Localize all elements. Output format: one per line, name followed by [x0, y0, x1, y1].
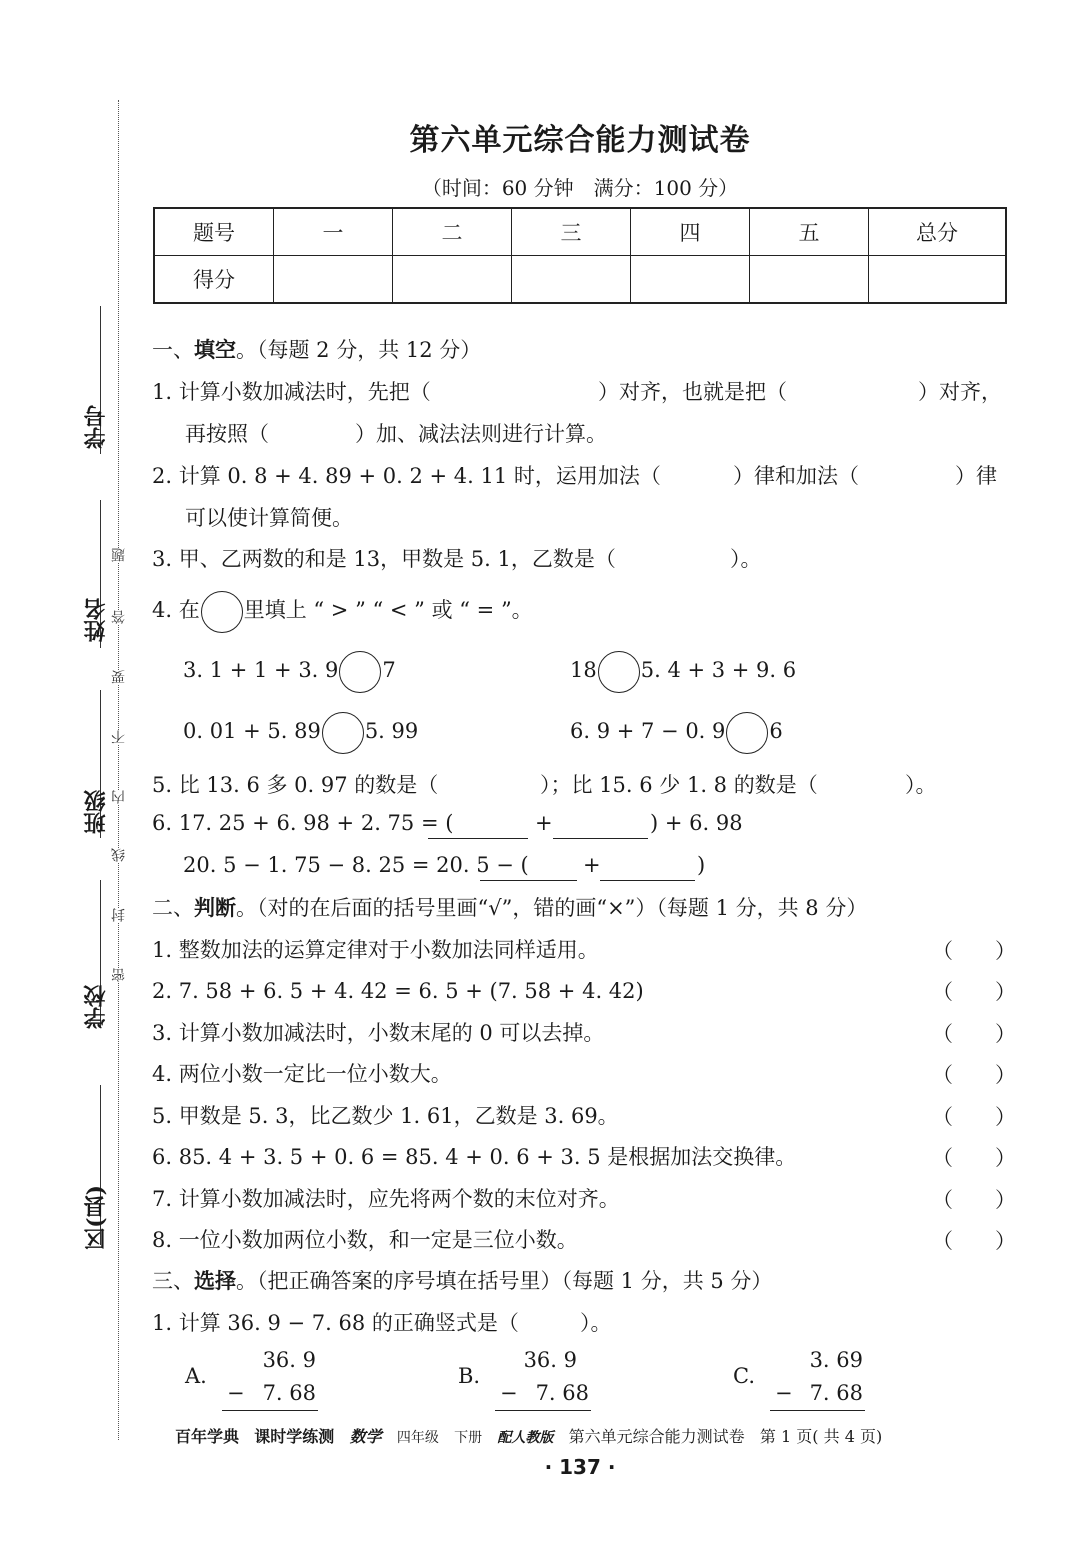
expr: 5. 99	[364, 719, 419, 743]
q1-5-part1: 5. 比 13. 6 多 0. 97 的数是（	[152, 773, 439, 797]
q1-6-plus2: +	[583, 853, 601, 877]
q1-2-part3: ）律	[955, 464, 997, 488]
score-cell[interactable]	[274, 256, 393, 304]
blank-input[interactable]	[600, 862, 695, 881]
answer-paren[interactable]: （ ）	[932, 1188, 1016, 1212]
option-a-rule	[222, 1410, 318, 1411]
exam-info: （时间：60 分钟 满分：100 分）	[421, 176, 739, 200]
q1-1-part5: ）加、减法法则进行计算。	[355, 422, 607, 446]
q1-6-part3: 20. 5 − 1. 75 − 8. 25 = 20. 5 − (	[183, 853, 529, 877]
q1-6-part2: ) + 6. 98	[650, 811, 743, 835]
side-label-name: 姓名	[83, 598, 109, 642]
section-desc: 。（每题 2 分，共 12 分）	[236, 338, 482, 362]
score-cell[interactable]	[869, 256, 1007, 304]
q3-1-part2: ）。	[580, 1311, 612, 1335]
q1-1-part3: ）对齐，	[918, 380, 1002, 404]
q1-4-item4	[570, 709, 783, 754]
score-table-score-row	[154, 256, 1006, 304]
section-desc: 。（对的在后面的括号里画“√”，错的画“×”）（每题 1 分，共 8 分）	[236, 896, 868, 920]
q1-4-item3	[183, 709, 418, 754]
seal-char: 封	[111, 908, 127, 922]
page-title: 第六单元综合能力测试卷	[409, 123, 751, 158]
footer-subject: 数学	[349, 1427, 382, 1446]
option-c-label[interactable]: C.	[733, 1364, 755, 1388]
q1-1-line1	[152, 376, 431, 406]
score-header-cell: 三	[512, 208, 631, 256]
option-b-label[interactable]: B.	[458, 1364, 481, 1388]
side-label-student-id: 学号	[83, 405, 109, 449]
expr: 3. 1 + 1 + 3. 9	[183, 658, 339, 682]
judge-item: 2. 7. 58 + 6. 5 + 4. 42 = 6. 5 + (7. 58 + 4. 42)	[152, 979, 644, 1003]
expr: 5. 4 + 3 + 9. 6	[640, 658, 797, 682]
expr: 0. 01 + 5. 89	[183, 719, 321, 743]
score-header-cell: 一	[274, 208, 393, 256]
judge-item: 3. 计算小数加减法时，小数末尾的 0 可以去掉。	[152, 1021, 605, 1045]
q1-6-part1: 6. 17. 25 + 6. 98 + 2. 75 = (	[152, 811, 454, 835]
score-header-cell: 总分	[869, 208, 1007, 256]
option-c-minus: −	[775, 1381, 793, 1405]
option-b-bottom: 7. 68	[535, 1381, 589, 1405]
section-num: 一、	[152, 338, 194, 362]
seal-char: 线	[111, 848, 127, 862]
q1-3-part1: 3. 甲、乙两数的和是 13，甲数是 5. 1，乙数是（	[152, 547, 616, 571]
score-header-cell: 题号	[154, 208, 274, 256]
page-number: · 137 ·	[544, 1455, 616, 1479]
option-a-bottom: 7. 68	[262, 1381, 316, 1405]
option-c-top: 3. 69	[809, 1348, 863, 1372]
judge-item: 7. 计算小数加减法时，应先将两个数的末位对齐。	[152, 1187, 620, 1211]
q1-4-item2	[570, 648, 796, 693]
expr: 18	[570, 658, 597, 682]
option-b-top: 36. 9	[523, 1348, 577, 1372]
option-c-rule	[770, 1410, 865, 1411]
compare-circle-input[interactable]	[339, 651, 381, 693]
footer-page: 第 1 页( 共 4 页)	[759, 1427, 883, 1446]
score-table-header-row	[154, 208, 1006, 256]
q1-1-part4: 再按照（	[185, 422, 269, 446]
blank-input[interactable]	[428, 820, 528, 839]
q-text: 1. 计算小数加减法时，先把（	[152, 380, 431, 404]
q-text: 里填上 “ > ” “ < ” 或 “ = ”。	[243, 598, 533, 622]
q3-1-part1: 1. 计算 36. 9 − 7. 68 的正确竖式是（	[152, 1311, 519, 1335]
q1-6-part4: )	[697, 853, 706, 877]
answer-paren[interactable]: （ ）	[932, 1105, 1016, 1129]
seal-char: 内	[111, 790, 127, 804]
section-num: 三、	[152, 1269, 194, 1293]
footer-volume: 下册	[454, 1430, 483, 1446]
side-label-class: 班级	[83, 790, 109, 834]
expr: 6. 9 + 7 − 0. 9	[570, 719, 726, 743]
section-3-heading	[152, 1266, 772, 1296]
q1-1-part2: ）对齐，也就是把（	[598, 380, 787, 404]
q1-2-part1: 2. 计算 0. 8 + 4. 89 + 0. 2 + 4. 11 时，运用加法（	[152, 464, 661, 488]
judge-item: 8. 一位小数加两位小数，和一定是三位小数。	[152, 1228, 578, 1252]
score-cell[interactable]	[512, 256, 631, 304]
q1-4-item1	[183, 648, 396, 693]
section-num: 二、	[152, 896, 194, 920]
q1-6-plus: +	[535, 811, 553, 835]
seal-char: 要	[111, 670, 127, 684]
section-name: 填空	[194, 337, 236, 362]
score-header-cell: 五	[750, 208, 869, 256]
q1-2-part2: ）律和加法（	[733, 464, 859, 488]
side-label-school: 学校	[83, 985, 109, 1029]
expr: 7	[382, 658, 396, 682]
seal-char: 密	[111, 968, 127, 982]
score-row-label: 得分	[154, 256, 274, 304]
q1-2-part4: 可以使计算简便。	[185, 506, 353, 530]
expr: 6	[769, 719, 783, 743]
compare-circle-icon	[201, 591, 243, 633]
option-a-minus: −	[227, 1381, 245, 1405]
answer-paren[interactable]: （ ）	[932, 980, 1016, 1004]
footer-doc: 第六单元综合能力测试卷	[568, 1427, 745, 1446]
option-a-label[interactable]: A.	[185, 1364, 207, 1388]
seal-char: 不	[111, 730, 127, 744]
score-cell[interactable]	[631, 256, 750, 304]
answer-paren[interactable]: （ ）	[932, 1063, 1016, 1087]
score-cell[interactable]	[393, 256, 512, 304]
q1-5-part2: ）；比 15. 6 少 1. 8 的数是（	[540, 773, 818, 797]
score-header-cell: 二	[393, 208, 512, 256]
q-text: 4. 在	[152, 598, 200, 622]
section-1-heading	[152, 335, 481, 365]
footer-series: 课时学练测	[254, 1427, 335, 1446]
q1-3-part2: ）。	[730, 547, 762, 571]
compare-circle-input[interactable]	[726, 712, 768, 754]
blank-input[interactable]	[480, 862, 577, 881]
option-b-minus: −	[500, 1381, 518, 1405]
compare-circle-input[interactable]	[322, 712, 364, 754]
footer-brand: 百年学典	[175, 1427, 240, 1446]
option-a-top: 36. 9	[262, 1348, 316, 1372]
section-name: 选择	[194, 1268, 236, 1293]
section-desc: 。（把正确答案的序号填在括号里）（每题 1 分，共 5 分）	[236, 1269, 773, 1293]
answer-paren[interactable]: （ ）	[932, 1022, 1016, 1046]
q1-4-heading	[152, 588, 533, 633]
answer-paren[interactable]: （ ）	[932, 939, 1016, 963]
option-c-bottom: 7. 68	[809, 1381, 863, 1405]
judge-item: 1. 整数加法的运算定律对于小数加法同样适用。	[152, 938, 599, 962]
answer-paren[interactable]: （ ）	[932, 1146, 1016, 1170]
section-name: 判断	[194, 895, 236, 920]
footer-edition: 配人教版	[497, 1430, 554, 1446]
seal-char: 答	[111, 610, 127, 624]
judge-item: 6. 85. 4 + 3. 5 + 0. 6 = 85. 4 + 0. 6 + 3. 5 是根据加法交换律。	[152, 1145, 797, 1169]
footer-grade: 四年级	[396, 1430, 439, 1446]
score-cell[interactable]	[750, 256, 869, 304]
judge-item: 5. 甲数是 5. 3，比乙数少 1. 61，乙数是 3. 69。	[152, 1104, 619, 1128]
judge-item: 4. 两位小数一定比一位小数大。	[152, 1062, 452, 1086]
score-header-cell: 四	[631, 208, 750, 256]
option-b-rule	[495, 1410, 591, 1411]
q1-5-part3: ）。	[905, 773, 937, 797]
answer-paren[interactable]: （ ）	[932, 1229, 1016, 1253]
footer	[175, 1424, 882, 1447]
dotted-binding-line	[118, 100, 119, 1440]
seal-char: 题	[111, 548, 127, 562]
section-2-heading	[152, 893, 867, 923]
compare-circle-input[interactable]	[598, 651, 640, 693]
side-label-district: 区(县)	[83, 1185, 109, 1250]
score-table	[153, 207, 1007, 304]
blank-input[interactable]	[553, 820, 648, 839]
